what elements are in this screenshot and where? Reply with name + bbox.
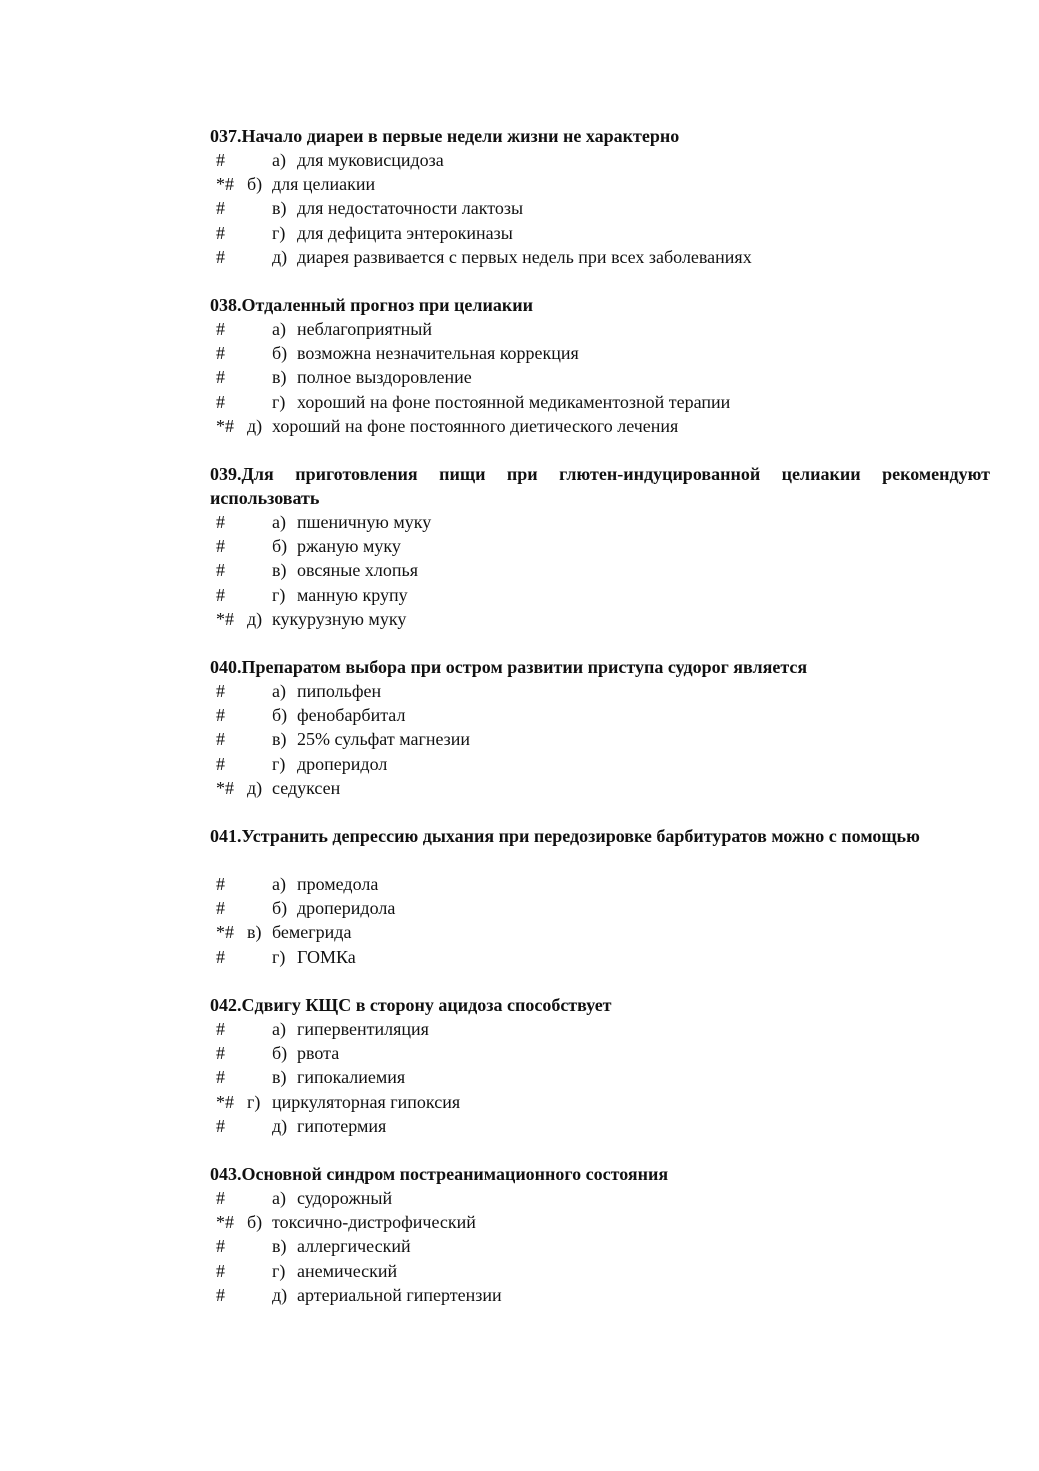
option-text: бемегрида [272,922,352,943]
question-039 [150,462,990,631]
question-037 [150,124,990,269]
option [150,872,990,896]
question-title: 042.Сдвигу КЩС в сторону ацидоза способствует [210,995,612,1015]
option-text: аллергический [297,1236,411,1257]
option-text: циркуляторная гипоксия [272,1091,461,1112]
option-mark: # [216,1043,225,1064]
option [150,1065,990,1089]
option-text: фенобарбитал [297,705,406,726]
option-text: токсично-дистрофический [272,1212,476,1233]
option-correct [150,776,990,800]
option-letter: б) [272,1043,288,1064]
option-mark: # [216,898,225,919]
option-letter: в) [272,198,287,219]
option-text: гипервентиляция [297,1019,429,1039]
option [150,1259,990,1283]
option [150,365,990,389]
option [150,196,990,220]
option-mark: # [216,367,225,388]
option-mark: # [216,536,225,557]
option [150,245,990,269]
option-text: манную крупу [297,584,408,605]
option-text: диарея развивается с первых недель при всех заболеваниях [297,246,752,267]
option-text: для недостаточности лактозы [297,198,524,219]
option [150,896,990,920]
option-mark: # [216,584,225,605]
option [150,558,990,582]
option-letter: д) [247,415,263,436]
option-mark: *# [216,415,234,436]
option [150,945,990,969]
option [150,1234,990,1258]
option-mark: # [216,512,225,532]
option [150,1114,990,1138]
question-title: 037.Начало диареи в первые недели жизни не характерно [210,126,680,146]
option-text: гипокалиемия [297,1067,406,1088]
option-mark: # [216,343,225,364]
option [150,341,990,365]
option-text: рвота [297,1043,340,1064]
option-mark: # [216,705,225,726]
option-text: возможна незначительная коррекция [297,343,579,364]
option-letter: а) [272,1188,286,1208]
option-text: промедола [297,874,379,894]
option-mark: # [216,1067,225,1088]
option-letter: б) [272,343,288,364]
option-text: пипольфен [297,681,382,701]
option-letter: г) [247,1091,261,1112]
option-letter: г) [272,391,286,412]
option-letter: г) [272,1260,286,1281]
option-letter: д) [272,1115,288,1136]
option-letter: а) [272,874,286,894]
option-letter: а) [272,681,286,701]
option-text: неблагоприятный [297,319,433,339]
option-mark: # [216,198,225,219]
option [150,679,990,703]
option-mark: *# [216,922,234,943]
option-mark: *# [216,777,234,798]
option [150,703,990,727]
option-text: хороший на фоне постоянной медикаментозной терапии [297,391,731,412]
option-text: овсяные хлопья [297,560,418,581]
option [150,1017,990,1041]
option-text: 25% сульфат магнезии [297,729,471,750]
option-text: судорожный [297,1188,393,1208]
question-043 [150,1162,990,1307]
option-mark: # [216,560,225,581]
option-mark: # [216,319,225,339]
option-text: кукурузную муку [272,608,407,629]
option-correct [150,1090,990,1114]
option-letter: в) [272,1236,287,1257]
option-mark: *# [216,608,234,629]
option [150,148,990,172]
option-text: ГОМКа [297,946,356,967]
option-mark: # [216,1019,225,1039]
question-title: 040.Препаратом выбора при остром развитии приступа судорог является [210,657,808,677]
option-letter: б) [272,898,288,919]
option-text: дроперидол [297,753,388,774]
option-letter: г) [272,753,286,774]
option-text: гипотермия [297,1115,387,1136]
question-040 [150,655,990,800]
option-mark: # [216,246,225,267]
option-letter: д) [247,777,263,798]
option-correct [150,172,990,196]
option-text: пшеничную муку [297,512,432,532]
option-mark: # [216,874,225,894]
option-letter: д) [272,246,288,267]
option-letter: а) [272,150,286,170]
option [150,1041,990,1065]
question-038 [150,293,990,438]
option [150,221,990,245]
option-mark: # [216,946,225,967]
option-text: для муковисцидоза [297,150,444,170]
option [150,1283,990,1307]
question-041 [150,824,990,969]
option-text: ржаную муку [297,536,401,557]
option-text: хороший на фоне постоянного диетического лечения [272,415,679,436]
option-letter: г) [272,584,286,605]
option-letter: в) [247,922,262,943]
option [150,752,990,776]
option-mark: # [216,1284,225,1305]
option-mark: # [216,753,225,774]
option-letter: д) [272,1284,288,1305]
question-title: 039.Для приготовления пищи при глютен-индуцированной целиакии рекомендуют использовать [210,464,990,508]
option-letter: в) [272,367,287,388]
option-letter: в) [272,560,287,581]
option-letter: г) [272,946,286,967]
option-letter: в) [272,729,287,750]
option-correct [150,920,990,944]
option-mark: *# [216,174,234,195]
option-text: анемический [297,1260,398,1281]
option-text: полное выздоровление [297,367,472,388]
option-letter: б) [272,705,288,726]
option [150,390,990,414]
option [150,317,990,341]
option-mark: # [216,1188,225,1208]
option-mark: *# [216,1212,234,1233]
option [150,583,990,607]
option-mark: # [216,681,225,701]
question-title: 038.Отдаленный прогноз при целиакии [210,295,533,315]
option-letter: в) [272,1067,287,1088]
option-letter: г) [272,222,286,243]
option-mark: # [216,1236,225,1257]
option [150,534,990,558]
option-letter: а) [272,319,286,339]
option-text: артериальной гипертензии [297,1284,502,1305]
option-letter: б) [272,536,288,557]
question-title: 041.Устранить депрессию дыхания при передозировке барбитуратов можно с помощью [210,826,920,846]
option-correct [150,414,990,438]
option-letter: б) [247,1212,263,1233]
question-title: 043.Основной синдром постреанимационного состояния [210,1164,669,1184]
option-mark: # [216,1115,225,1136]
option-mark: # [216,391,225,412]
option [150,1186,990,1210]
option [150,510,990,534]
option-mark: # [216,1260,225,1281]
option-correct [150,1210,990,1234]
option [150,727,990,751]
option-mark: *# [216,1091,234,1112]
option-mark: # [216,222,225,243]
option-text: дроперидола [297,898,396,919]
question-042 [150,993,990,1138]
option-mark: # [216,729,225,750]
option-text: седуксен [272,777,341,798]
option-letter: д) [247,608,263,629]
option-mark: # [216,150,225,170]
option-letter: б) [247,174,263,195]
option-text: для целиакии [272,174,376,195]
option-letter: а) [272,1019,286,1039]
option-correct [150,607,990,631]
option-text: для дефицита энтерокиназы [297,222,513,243]
option-letter: а) [272,512,286,532]
